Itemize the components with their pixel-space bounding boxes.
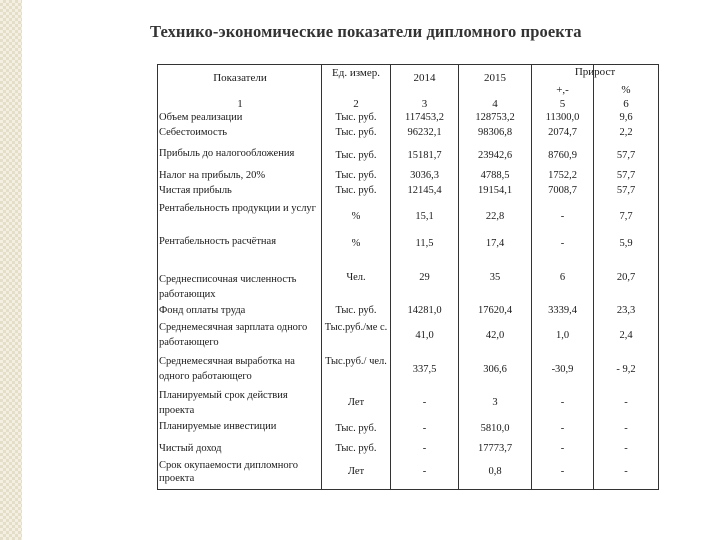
col-number: 2 xyxy=(353,98,359,110)
row-unit: Тыс. руб. xyxy=(335,127,377,138)
row-value-2015: 17773,7 xyxy=(477,443,513,454)
row-value-2015: 3 xyxy=(492,397,498,408)
row-value-2014: 96232,1 xyxy=(407,127,442,138)
header-unit: Ед. измер. xyxy=(332,67,380,79)
row-label: Рентабельность продукции и услуг xyxy=(159,203,316,214)
row-value-2015: 19154,1 xyxy=(477,185,513,196)
row-growth-abs: - xyxy=(560,211,565,222)
row-label: Налог на прибыль, 20% xyxy=(159,170,266,181)
col-number: 6 xyxy=(623,98,629,110)
header-growth-pct: % xyxy=(621,84,631,96)
row-value-2014: - xyxy=(422,397,427,408)
row-label: Прибыль до налогообложения xyxy=(159,148,295,159)
row-unit: % xyxy=(351,238,361,249)
row-growth-pct: - 9,2 xyxy=(616,364,636,375)
row-growth-pct: - xyxy=(624,466,628,477)
row-growth-abs: -30,9 xyxy=(551,364,574,375)
row-unit: Тыс. руб. xyxy=(335,443,377,454)
row-value-2014: 12145,4 xyxy=(407,185,442,196)
row-value-2014: 41,0 xyxy=(415,330,434,341)
decorative-side-strip xyxy=(0,0,22,540)
row-label: Планируемые инвестиции xyxy=(159,421,277,432)
row-unit: Тыс. руб. xyxy=(335,185,377,196)
row-label: Объем реализации xyxy=(159,112,243,123)
row-value-2015: 17,4 xyxy=(485,238,505,249)
row-value-2014: - xyxy=(422,466,427,477)
row-growth-pct: 57,7 xyxy=(616,170,636,181)
row-unit: Тыс. руб. xyxy=(335,112,377,123)
row-growth-pct: 7,7 xyxy=(619,211,633,222)
row-value-2014: 11,5 xyxy=(415,238,434,249)
row-growth-abs: 2074,7 xyxy=(548,127,577,138)
col-number: 4 xyxy=(492,98,498,110)
row-growth-abs: 8760,9 xyxy=(548,150,577,161)
header-2014: 2014 xyxy=(413,72,436,84)
row-unit: Лет xyxy=(347,397,365,408)
row-growth-pct: 20,7 xyxy=(616,272,636,283)
row-label: Фонд оплаты труда xyxy=(159,305,246,316)
row-label: Чистая прибыль xyxy=(159,185,232,196)
row-value-2014: 29 xyxy=(419,272,430,283)
row-value-2014: 15181,7 xyxy=(407,150,442,161)
row-value-2015: 128753,2 xyxy=(475,112,515,123)
row-growth-pct: - xyxy=(624,423,628,434)
header-2015: 2015 xyxy=(484,72,506,84)
row-growth-abs: - xyxy=(560,443,565,454)
row-unit: % xyxy=(351,211,361,222)
row-growth-abs: - xyxy=(560,423,565,434)
row-growth-pct: 23,3 xyxy=(616,305,636,316)
row-value-2014: 117453,2 xyxy=(405,112,444,123)
row-growth-pct: 9,6 xyxy=(619,112,633,123)
row-growth-pct: 5,9 xyxy=(619,238,633,249)
row-value-2015: 42,0 xyxy=(485,330,505,341)
row-growth-abs: 6 xyxy=(559,272,566,283)
row-value-2015: 5810,0 xyxy=(480,423,510,434)
row-label: Рентабельность расчётная xyxy=(159,236,277,247)
row-value-2015: 98306,8 xyxy=(477,127,513,138)
row-label: Среднесписочная численность работающих xyxy=(159,274,297,300)
row-growth-abs: 1,0 xyxy=(555,330,570,341)
row-unit: Тыс.руб./ме с. xyxy=(324,322,388,333)
row-value-2015: 35 xyxy=(489,272,501,283)
row-value-2015: 23942,6 xyxy=(477,150,513,161)
row-unit: Тыс.руб./ чел. xyxy=(325,356,387,367)
header-indicator: Показатели xyxy=(213,72,267,84)
row-value-2015: 306,6 xyxy=(483,364,507,375)
row-growth-abs: - xyxy=(560,397,565,408)
row-value-2015: 22,8 xyxy=(485,211,505,222)
row-growth-abs: 1752,2 xyxy=(548,170,577,181)
row-value-2014: 15,1 xyxy=(415,211,434,222)
row-growth-pct: - xyxy=(624,443,628,454)
row-growth-pct: 2,4 xyxy=(619,330,633,341)
row-growth-pct: 57,7 xyxy=(616,150,636,161)
col-number: 5 xyxy=(559,98,566,110)
header-growth: Прирост xyxy=(574,66,616,78)
row-unit: Лет xyxy=(347,466,365,477)
col-number: 3 xyxy=(421,98,428,110)
row-unit: Тыс. руб. xyxy=(335,305,377,316)
row-growth-abs: - xyxy=(560,466,565,477)
row-growth-pct: 57,7 xyxy=(616,185,636,196)
row-growth-abs: 3339,4 xyxy=(548,305,577,316)
row-label: Чистый доход xyxy=(159,443,222,454)
row-growth-abs: - xyxy=(560,238,565,249)
row-label: Планируемый срок действия проекта xyxy=(159,390,288,416)
row-unit: Тыс. руб. xyxy=(335,150,377,161)
row-value-2015: 17620,4 xyxy=(477,305,513,316)
row-value-2014: 3036,3 xyxy=(410,170,439,181)
row-growth-abs: 11300,0 xyxy=(545,112,580,123)
row-value-2014: - xyxy=(422,443,427,454)
row-growth-abs: 7008,7 xyxy=(548,185,577,196)
row-label: Среднемесячная зарплата одного работающего xyxy=(159,322,308,348)
row-unit: Тыс. руб. xyxy=(335,423,377,434)
row-value-2014: 14281,0 xyxy=(407,305,442,316)
header-growth-abs: +,- xyxy=(556,84,569,96)
row-value-2015: 0,8 xyxy=(488,466,502,477)
row-unit: Тыс. руб. xyxy=(335,170,377,181)
page-title: Технико-экономические показатели дипломного проекта xyxy=(150,22,582,41)
row-label: Среднемесячная выработка на одного работающего xyxy=(159,356,295,382)
col-number: 1 xyxy=(237,98,243,110)
row-growth-pct: 2,2 xyxy=(619,127,633,138)
row-unit: Чел. xyxy=(346,272,366,283)
row-label: Себестоимость xyxy=(159,127,228,138)
row-label: Срок окупаемости дипломного проекта xyxy=(159,460,298,484)
row-growth-pct: - xyxy=(624,397,628,408)
row-value-2014: 337,5 xyxy=(412,364,437,375)
row-value-2015: 4788,5 xyxy=(480,170,510,181)
row-value-2014: - xyxy=(422,423,427,434)
